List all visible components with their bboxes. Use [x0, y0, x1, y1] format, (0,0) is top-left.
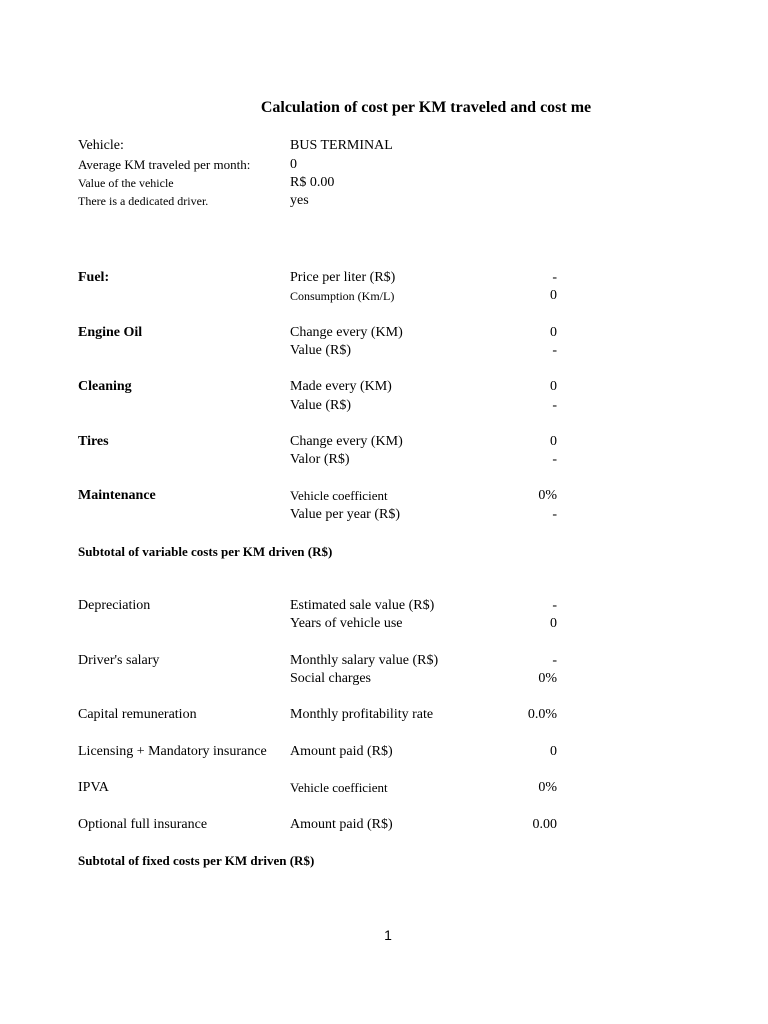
engine-oil-value: - [552, 343, 557, 358]
engine-oil-row-value [0, 342, 768, 360]
social-charges-label: Social charges [290, 671, 371, 686]
cleaning-made-value: 0 [550, 379, 557, 394]
fuel-consumption-value: 0 [550, 288, 557, 303]
info-row-dedicated-driver [0, 192, 768, 210]
depreciation-row-sale [0, 597, 768, 615]
tires-row-value [0, 451, 768, 469]
maintenance-label: Maintenance [78, 488, 156, 503]
full-insurance-amount-value: 0.00 [532, 817, 557, 832]
licensing-amount-value: 0 [550, 744, 557, 759]
cleaning-value-label: Value (R$) [290, 398, 352, 413]
maintenance-coefficient-value: 0% [538, 488, 557, 503]
info-label: There is a dedicated driver. [78, 194, 209, 208]
full-insurance-row [0, 816, 768, 834]
fuel-price-label: Price per liter (R$) [290, 270, 396, 285]
capital-remuneration-label: Capital remuneration [78, 707, 197, 722]
tires-row-change [0, 433, 768, 451]
ipva-label: IPVA [78, 780, 109, 795]
depreciation-row-years [0, 615, 768, 633]
driver-salary-row-charges [0, 670, 768, 688]
fuel-row-consumption [0, 287, 768, 305]
driver-salary-label: Driver's salary [78, 653, 160, 668]
cleaning-value: - [552, 398, 557, 413]
variable-subtotal-row [0, 543, 768, 561]
ipva-row [0, 779, 768, 797]
driver-salary-monthly-label: Monthly salary value (R$) [290, 653, 439, 668]
page-title: Calculation of cost per KM traveled and cost me [260, 99, 592, 116]
info-row-average-km [0, 156, 768, 174]
maintenance-value: - [552, 507, 557, 522]
info-value: 0 [290, 157, 297, 172]
info-label: Vehicle: [78, 138, 124, 153]
licensing-label: Licensing + Mandatory insurance [78, 744, 267, 759]
maintenance-row-coefficient [0, 487, 768, 505]
full-insurance-amount-label: Amount paid (R$) [290, 817, 393, 832]
licensing-row [0, 743, 768, 761]
info-row-vehicle [0, 137, 768, 155]
info-value: R$ 0.00 [290, 175, 335, 190]
ipva-coefficient-label: Vehicle coefficient [290, 780, 388, 795]
ipva-coefficient-value: 0% [538, 780, 557, 795]
cleaning-made-label: Made every (KM) [290, 379, 392, 394]
tires-value: - [552, 452, 557, 467]
driver-salary-row-monthly [0, 652, 768, 670]
engine-oil-label: Engine Oil [78, 325, 143, 340]
tires-change-value: 0 [550, 434, 557, 449]
depreciation-sale-label: Estimated sale value (R$) [290, 598, 435, 613]
fixed-subtotal-label: Subtotal of fixed costs per KM driven (R$) [78, 853, 315, 868]
full-insurance-label: Optional full insurance [78, 817, 208, 832]
depreciation-sale-value: - [552, 598, 557, 613]
cleaning-label: Cleaning [78, 379, 132, 394]
info-label: Average KM traveled per month: [78, 157, 251, 172]
depreciation-years-label: Years of vehicle use [290, 616, 403, 631]
profitability-rate-value: 0.0% [527, 707, 557, 722]
tires-change-label: Change every (KM) [290, 434, 403, 449]
cleaning-row-made [0, 378, 768, 396]
maintenance-coefficient-label: Vehicle coefficient [290, 488, 388, 503]
depreciation-label: Depreciation [78, 598, 151, 613]
engine-oil-row-change [0, 324, 768, 342]
fixed-subtotal-row [0, 852, 768, 870]
maintenance-row-value [0, 506, 768, 524]
engine-oil-change-value: 0 [550, 325, 557, 340]
depreciation-years-value: 0 [550, 616, 557, 631]
info-value: yes [290, 193, 309, 208]
engine-oil-value-label: Value (R$) [290, 343, 352, 358]
tires-value-label: Valor (R$) [290, 452, 350, 467]
info-row-vehicle-value [0, 174, 768, 192]
tires-label: Tires [78, 434, 109, 449]
profitability-rate-label: Monthly profitability rate [290, 707, 434, 722]
fuel-price-value: - [552, 270, 557, 285]
fuel-label: Fuel: [78, 270, 110, 285]
page-number: 1 [384, 927, 392, 943]
fuel-consumption-label: Consumption (Km/L) [290, 289, 395, 303]
social-charges-value: 0% [538, 671, 557, 686]
info-value: BUS TERMINAL [290, 138, 393, 153]
engine-oil-change-label: Change every (KM) [290, 325, 403, 340]
fuel-row-price [0, 269, 768, 287]
capital-remuneration-row [0, 706, 768, 724]
info-label: Value of the vehicle [78, 176, 174, 190]
cleaning-row-value [0, 397, 768, 415]
maintenance-value-label: Value per year (R$) [290, 507, 401, 522]
licensing-amount-label: Amount paid (R$) [290, 744, 393, 759]
variable-subtotal-label: Subtotal of variable costs per KM driven (R$) [78, 544, 333, 559]
driver-salary-monthly-value: - [552, 653, 557, 668]
